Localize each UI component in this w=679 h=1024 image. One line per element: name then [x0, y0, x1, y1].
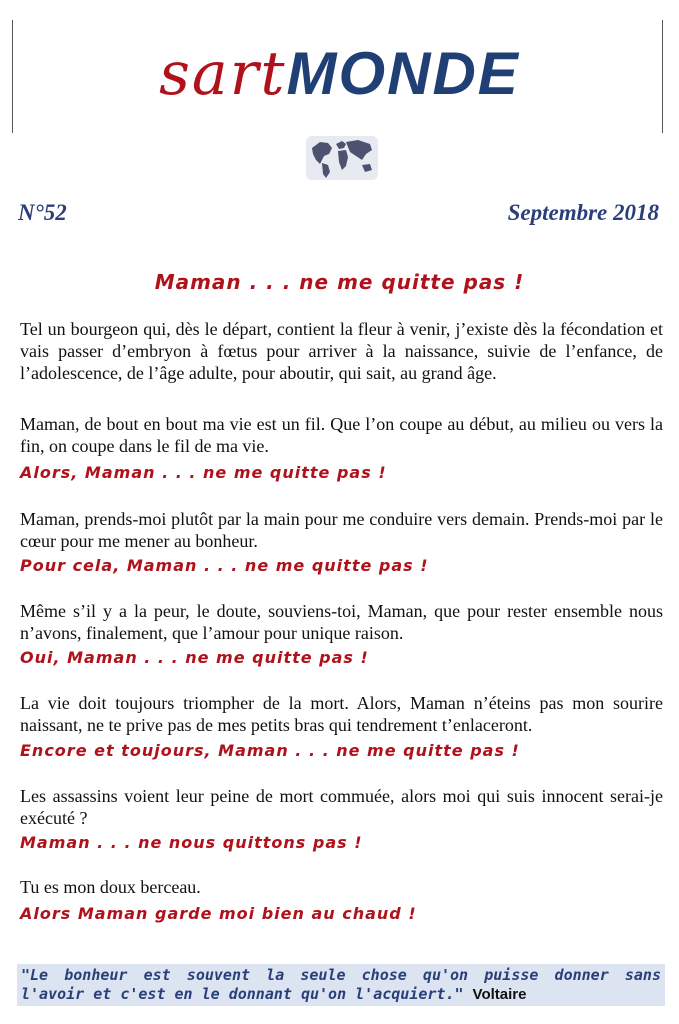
refrain: Maman . . . ne nous quittons pas !	[20, 833, 363, 852]
issue-number: N°52	[18, 200, 67, 225]
paragraph: Même s’il y a la peur, le doute, souviens-toi, Maman, que pour rester ensemble nous n’avons, finalement, que l’amour pour unique raison.	[20, 601, 663, 643]
world-map-icon	[302, 130, 382, 184]
refrain: Oui, Maman . . . ne me quitte pas !	[20, 648, 369, 667]
paragraph: Tu es mon doux berceau.	[20, 877, 201, 897]
quote-author: Voltaire	[472, 986, 527, 1003]
paragraph: Tel un bourgeon qui, dès le départ, contient la fleur à venir, j’existe dès la fécondation et vais passer d’embryon à fœtus pour arriver à la naissance, suivie de l’enfance, de l’adolescence, de l’âge adulte, pour aboutir, qui sait, au grand âge.	[20, 319, 663, 383]
quote-box	[17, 964, 665, 1006]
refrain: Alors, Maman . . . ne me quitte pas !	[20, 463, 387, 482]
refrain: Alors Maman garde moi bien au chaud !	[20, 904, 417, 923]
paragraph: La vie doit toujours triompher de la mort. Alors, Maman n’éteins pas mon sourire naissant, ne te prive pas de mes petits bras qui tendrement t’enlaceront.	[20, 693, 663, 735]
refrain: Encore et toujours, Maman . . . ne me quitte pas !	[20, 741, 520, 760]
article-title: Maman . . . ne me quitte pas !	[154, 270, 525, 294]
paragraph: Maman, prends-moi plutôt par la main pour me conduire vers demain. Prends-moi par le cœur pour me mener au bonheur.	[20, 509, 663, 551]
paragraph: Les assassins voient leur peine de mort commuée, alors moi qui suis innocent serai-je exécuté ?	[20, 786, 663, 828]
issue-date: Septembre 2018	[507, 200, 659, 225]
refrain: Pour cela, Maman . . . ne me quitte pas !	[20, 556, 429, 575]
quote-text: "Le bonheur est souvent la seule chose qu'on puisse donner sans l'avoir et c'est en le donnant qu'on l'acquiert."	[21, 966, 661, 1003]
masthead-monde: MONDE	[286, 40, 520, 107]
masthead-logo	[0, 39, 679, 109]
paragraph: Maman, de bout en bout ma vie est un fil. Que l’on coupe au début, au milieu ou vers la fin, on coupe dans le fil de ma vie.	[20, 414, 663, 456]
masthead-sart: sart	[159, 39, 287, 109]
